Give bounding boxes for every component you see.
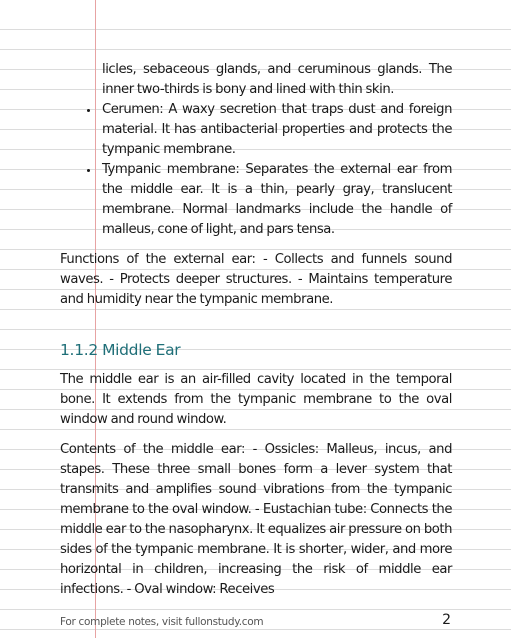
bullet-text-cerumen: Cerumen: A waxy secretion that traps dust and foreign material. It has antibacterial properties and protects the tympanic membrane. <box>102 102 452 157</box>
page-content <box>60 60 452 600</box>
list-item <box>102 100 452 160</box>
bullet-continuation <box>102 60 452 100</box>
bullet-continuation-text: licles, sebaceous glands, and ceruminous glands. The inner two-thirds is bony and lined with thin skin. <box>102 62 452 97</box>
bullet-dot <box>87 109 90 112</box>
footer-note: For complete notes, visit fullonstudy.com <box>60 616 264 628</box>
page-number: 2 <box>442 612 451 628</box>
functions-paragraph: Functions of the external ear: - Collects and funnels sound waves. - Protects deeper structures. - Maintains temperature and humidity near the tympanic membrane. <box>60 252 452 307</box>
middle-ear-intro-paragraph: The middle ear is an air-filled cavity located in the temporal bone. It extends from the tympanic membrane to the oval window and round window. <box>60 372 452 427</box>
bullet-list <box>60 60 452 240</box>
bullet-dot <box>87 169 90 172</box>
middle-ear-contents-paragraph: Contents of the middle ear: - Ossicles: Malleus, incus, and stapes. These three small bones form a lever system that transmits and amplifies sound vibrations from the tympanic membrane to the oval window. - Eustachian tube: Connects the middle ear to the nasopharynx. It equalizes air pressure on both sides of the tympanic membrane. It is shorter, wider, and more horizontal in children, increasing the risk of middle ear infections. - Oval window: Receives <box>60 442 452 597</box>
section-heading: 1.1.2 Middle Ear <box>60 341 181 359</box>
bullet-text-tympanic-membrane: Tympanic membrane: Separates the external ear from the middle ear. It is a thin, pearly gray, translucent membrane. Normal landmarks include the handle of malleus, cone of light, and pars tensa. <box>102 162 452 237</box>
list-item <box>102 160 452 240</box>
